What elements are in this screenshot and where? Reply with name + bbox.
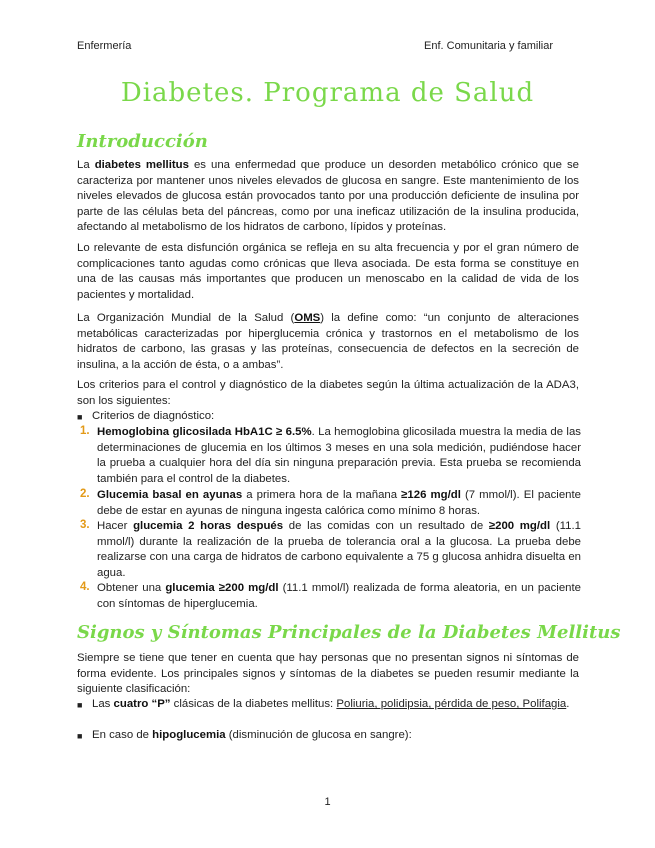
criterion-4: Obtener una glucemia ≥200 mg/dl (11.1 mmol/l) realizada de forma aleatoria, en un paciente con síntomas de hiperglucemia. [97, 582, 581, 610]
page-number: 1 [324, 796, 331, 808]
intro-paragraph-2: Lo relevante de esta disfunción orgánica se refleja en su alta frecuencia y por el gran número de complicaciones tanto agudas como crónicas que lleva asociada. De esta forma se constituye en una de las causas más importantes que producen un menoscabo en la calidad de vida de los pacientes y mortalidad. [77, 242, 579, 301]
bullet-cuatro-p: Las cuatro “P” clásicas de la diabetes mellitus: Poliuria, polidipsia, pérdida de peso, Polifagia. [92, 698, 570, 710]
header-right: Enf. Comunitaria y familiar [424, 40, 553, 52]
criterion-1: Hemoglobina glicosilada HbA1C ≥ 6.5%. La hemoglobina glicosilada muestra la media de las determinaciones de glucemia en los últimos 3 meses en una sola medición, pudiéndose hacer la prueba a cualquier hora del día sin ninguna preparación previa. Esta prueba se recomienda también para el control de la diabetes. [97, 426, 581, 485]
bullet-hipoglucemia: En caso de hipoglucemia (disminución de glucosa en sangre): [92, 729, 412, 741]
bullet-square-icon: ■ [77, 700, 83, 710]
header-left: Enfermería [77, 40, 132, 52]
section-heading-signos: Signos y Síntomas Principales de la Diabetes Mellitus [77, 622, 621, 643]
list-number: 3. [80, 519, 90, 531]
page-title: Diabetes. Programa de Salud [120, 78, 535, 108]
intro-paragraph-4: Los criterios para el control y diagnóstico de la diabetes según la última actualización de la ADA3, son los siguientes: [77, 379, 579, 407]
list-number: 4. [80, 581, 90, 593]
section-heading-introduccion: Introducción [77, 131, 208, 152]
symptoms-list: Poliuria, polidipsia, pérdida de peso, Polifagia [336, 698, 567, 710]
bullet-criterios: Criterios de diagnóstico: [92, 410, 215, 422]
intro-paragraph-3: La Organización Mundial de la Salud (OMS) la define como: “un conjunto de alteraciones metabólicas caracterizadas por hiperglucemia crónica y trastornos en el metabolismo de los hidratos de carbono, las grasas y las proteínas, consecuencia de defectos en la secreción de insulina, a la acción de ésta, o a ambas”. [77, 312, 579, 371]
bullet-square-icon: ■ [77, 412, 83, 422]
intro-paragraph-1: La diabetes mellitus es una enfermedad que produce un desorden metabólico crónico que se caracteriza por mantener unos niveles elevados de glucosa en sangre. Este mantenimiento de los niveles elevados de glucosa están provocados tanto por una producción deficiente de insulina por parte de las células beta del páncreas, como por una ineficaz utilización de la insulina producida, afectando al metabolismo de los hidratos de carbono, lípidos y proteínas. [77, 159, 580, 234]
oms-abbrev: OMS [294, 312, 321, 324]
term-diabetes-mellitus: diabetes mellitus [94, 159, 189, 171]
signs-paragraph-1: Siempre se tiene que tener en cuenta que hay personas que no presentan signos ni síntomas de forma evidente. Los principales signos y síntomas de la diabetes se pueden resumir mediante la siguiente clasificación: [77, 652, 579, 696]
list-number: 1. [80, 425, 90, 437]
list-number: 2. [80, 488, 90, 500]
bullet-square-icon: ■ [77, 731, 83, 741]
criterion-2: Glucemia basal en ayunas a primera hora de la mañana ≥126 mg/dl (7 mmol/l). El paciente debe de estar en ayunas de ninguna ingesta calórica como mínimo 8 horas. [97, 489, 581, 517]
criterion-3: Hacer glucemia 2 horas después de las comidas con un resultado de ≥200 mg/dl (11.1 mmol/l) durante la realización de la prueba de tolerancia oral a la glucosa. La prueba debe realizarse con una carga de hidratos de carbono equivalente a 75 g glucosa anhidra disuelta en agua. [97, 520, 581, 579]
